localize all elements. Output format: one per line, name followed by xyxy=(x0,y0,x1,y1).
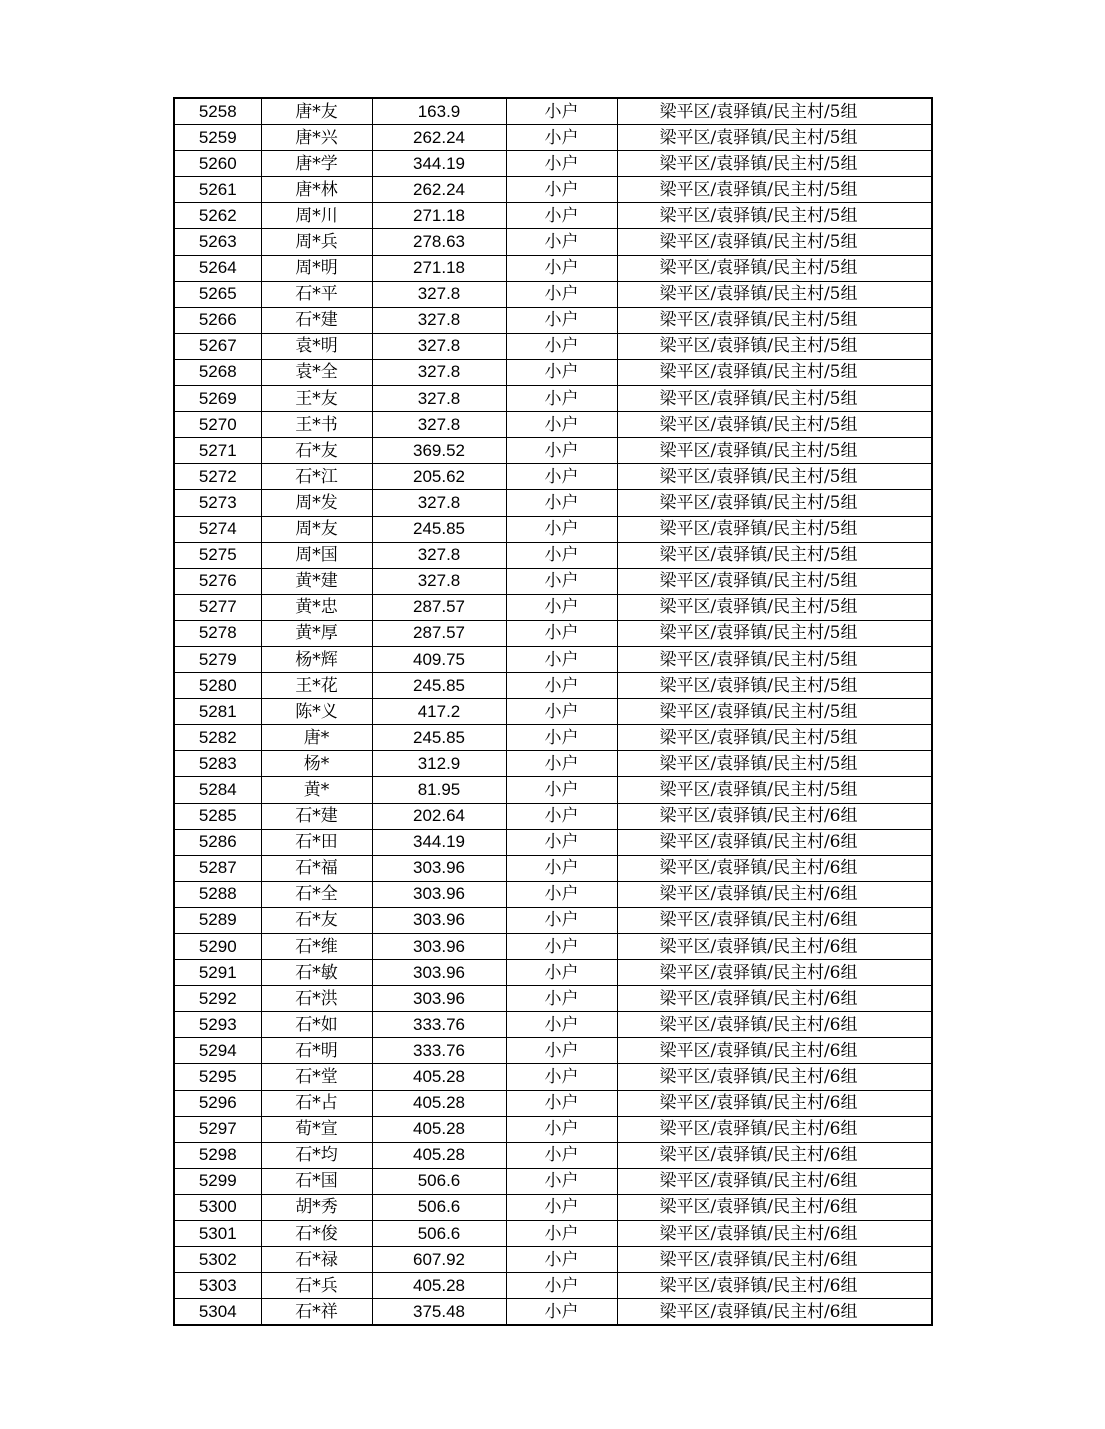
cell-value: 202.64 xyxy=(372,803,506,829)
cell-type: 小户 xyxy=(506,725,617,751)
cell-type: 小户 xyxy=(506,255,617,281)
table-row xyxy=(174,960,932,986)
cell-id: 5280 xyxy=(174,673,261,699)
cell-value: 303.96 xyxy=(372,986,506,1012)
cell-value: 344.19 xyxy=(372,829,506,855)
cell-address: 梁平区/袁驿镇/民主村/5组 xyxy=(617,594,932,620)
table-row xyxy=(174,1299,932,1326)
cell-address: 梁平区/袁驿镇/民主村/5组 xyxy=(617,412,932,438)
cell-type: 小户 xyxy=(506,568,617,594)
table-row xyxy=(174,673,932,699)
cell-address: 梁平区/袁驿镇/民主村/5组 xyxy=(617,203,932,229)
table-row xyxy=(174,177,932,203)
cell-name: 石*友 xyxy=(261,907,372,933)
cell-value: 405.28 xyxy=(372,1142,506,1168)
cell-address: 梁平区/袁驿镇/民主村/5组 xyxy=(617,333,932,359)
cell-name: 杨* xyxy=(261,751,372,777)
table-row xyxy=(174,594,932,620)
cell-id: 5264 xyxy=(174,255,261,281)
table-row xyxy=(174,516,932,542)
cell-id: 5277 xyxy=(174,594,261,620)
cell-name: 周*兵 xyxy=(261,229,372,255)
cell-name: 陈*义 xyxy=(261,699,372,725)
table-row xyxy=(174,125,932,151)
table-row xyxy=(174,646,932,672)
cell-name: 袁*明 xyxy=(261,333,372,359)
cell-name: 胡*秀 xyxy=(261,1194,372,1220)
cell-type: 小户 xyxy=(506,777,617,803)
cell-address: 梁平区/袁驿镇/民主村/5组 xyxy=(617,229,932,255)
table-row xyxy=(174,699,932,725)
table-row xyxy=(174,1090,932,1116)
table-row xyxy=(174,1142,932,1168)
cell-id: 5303 xyxy=(174,1273,261,1299)
cell-type: 小户 xyxy=(506,594,617,620)
table-row xyxy=(174,1168,932,1194)
cell-name: 王*友 xyxy=(261,386,372,412)
cell-id: 5287 xyxy=(174,855,261,881)
cell-type: 小户 xyxy=(506,751,617,777)
cell-address: 梁平区/袁驿镇/民主村/5组 xyxy=(617,177,932,203)
cell-id: 5278 xyxy=(174,620,261,646)
table-row xyxy=(174,829,932,855)
cell-name: 荀*宣 xyxy=(261,1116,372,1142)
cell-value: 607.92 xyxy=(372,1247,506,1273)
cell-address: 梁平区/袁驿镇/民主村/6组 xyxy=(617,960,932,986)
cell-value: 303.96 xyxy=(372,855,506,881)
cell-value: 405.28 xyxy=(372,1273,506,1299)
cell-address: 梁平区/袁驿镇/民主村/5组 xyxy=(617,699,932,725)
cell-type: 小户 xyxy=(506,281,617,307)
cell-value: 312.9 xyxy=(372,751,506,777)
cell-type: 小户 xyxy=(506,1299,617,1326)
cell-name: 唐* xyxy=(261,725,372,751)
cell-type: 小户 xyxy=(506,803,617,829)
cell-id: 5302 xyxy=(174,1247,261,1273)
cell-type: 小户 xyxy=(506,960,617,986)
cell-name: 唐*学 xyxy=(261,151,372,177)
cell-value: 333.76 xyxy=(372,1012,506,1038)
cell-name: 石*占 xyxy=(261,1090,372,1116)
cell-type: 小户 xyxy=(506,386,617,412)
cell-address: 梁平区/袁驿镇/民主村/5组 xyxy=(617,568,932,594)
cell-id: 5298 xyxy=(174,1142,261,1168)
cell-value: 327.8 xyxy=(372,333,506,359)
table-row xyxy=(174,1221,932,1247)
cell-id: 5283 xyxy=(174,751,261,777)
table-row xyxy=(174,777,932,803)
cell-value: 506.6 xyxy=(372,1221,506,1247)
cell-type: 小户 xyxy=(506,881,617,907)
table-body xyxy=(174,98,932,1325)
cell-id: 5289 xyxy=(174,907,261,933)
cell-name: 杨*辉 xyxy=(261,646,372,672)
table-row xyxy=(174,1247,932,1273)
table-row xyxy=(174,438,932,464)
cell-type: 小户 xyxy=(506,855,617,881)
table-row xyxy=(174,907,932,933)
cell-address: 梁平区/袁驿镇/民主村/5组 xyxy=(617,125,932,151)
cell-value: 405.28 xyxy=(372,1116,506,1142)
cell-address: 梁平区/袁驿镇/民主村/6组 xyxy=(617,1116,932,1142)
cell-type: 小户 xyxy=(506,359,617,385)
cell-address: 梁平区/袁驿镇/民主村/6组 xyxy=(617,881,932,907)
cell-address: 梁平区/袁驿镇/民主村/6组 xyxy=(617,829,932,855)
cell-value: 506.6 xyxy=(372,1168,506,1194)
cell-id: 5260 xyxy=(174,151,261,177)
cell-address: 梁平区/袁驿镇/民主村/5组 xyxy=(617,490,932,516)
cell-type: 小户 xyxy=(506,1194,617,1220)
cell-value: 245.85 xyxy=(372,725,506,751)
cell-name: 石*如 xyxy=(261,1012,372,1038)
cell-value: 369.52 xyxy=(372,438,506,464)
cell-id: 5268 xyxy=(174,359,261,385)
cell-type: 小户 xyxy=(506,1247,617,1273)
cell-name: 石*友 xyxy=(261,438,372,464)
cell-address: 梁平区/袁驿镇/民主村/6组 xyxy=(617,855,932,881)
cell-name: 周*川 xyxy=(261,203,372,229)
cell-name: 王*花 xyxy=(261,673,372,699)
table-row xyxy=(174,934,932,960)
cell-name: 周*友 xyxy=(261,516,372,542)
cell-type: 小户 xyxy=(506,177,617,203)
cell-name: 石*江 xyxy=(261,464,372,490)
table-row xyxy=(174,803,932,829)
cell-value: 163.9 xyxy=(372,98,506,125)
cell-name: 唐*友 xyxy=(261,98,372,125)
cell-address: 梁平区/袁驿镇/民主村/6组 xyxy=(617,1012,932,1038)
cell-name: 石*俊 xyxy=(261,1221,372,1247)
cell-address: 梁平区/袁驿镇/民主村/5组 xyxy=(617,386,932,412)
cell-name: 周*明 xyxy=(261,255,372,281)
cell-id: 5258 xyxy=(174,98,261,125)
cell-id: 5295 xyxy=(174,1064,261,1090)
cell-value: 375.48 xyxy=(372,1299,506,1326)
cell-name: 石*福 xyxy=(261,855,372,881)
cell-address: 梁平区/袁驿镇/民主村/6组 xyxy=(617,1273,932,1299)
cell-value: 303.96 xyxy=(372,934,506,960)
cell-value: 327.8 xyxy=(372,490,506,516)
cell-value: 245.85 xyxy=(372,516,506,542)
cell-address: 梁平区/袁驿镇/民主村/5组 xyxy=(617,281,932,307)
cell-type: 小户 xyxy=(506,986,617,1012)
cell-value: 327.8 xyxy=(372,542,506,568)
cell-address: 梁平区/袁驿镇/民主村/6组 xyxy=(617,907,932,933)
cell-id: 5267 xyxy=(174,333,261,359)
cell-type: 小户 xyxy=(506,1012,617,1038)
table-row xyxy=(174,151,932,177)
cell-type: 小户 xyxy=(506,438,617,464)
cell-name: 黄*忠 xyxy=(261,594,372,620)
table-row xyxy=(174,281,932,307)
table-row xyxy=(174,1038,932,1064)
cell-value: 271.18 xyxy=(372,255,506,281)
cell-name: 周*发 xyxy=(261,490,372,516)
cell-address: 梁平区/袁驿镇/民主村/6组 xyxy=(617,1247,932,1273)
cell-address: 梁平区/袁驿镇/民主村/5组 xyxy=(617,673,932,699)
cell-type: 小户 xyxy=(506,1090,617,1116)
cell-name: 石*维 xyxy=(261,934,372,960)
cell-id: 5292 xyxy=(174,986,261,1012)
cell-value: 262.24 xyxy=(372,125,506,151)
cell-value: 327.8 xyxy=(372,281,506,307)
cell-name: 石*洪 xyxy=(261,986,372,1012)
cell-name: 石*平 xyxy=(261,281,372,307)
cell-type: 小户 xyxy=(506,1168,617,1194)
cell-value: 327.8 xyxy=(372,386,506,412)
cell-value: 271.18 xyxy=(372,203,506,229)
table-row xyxy=(174,307,932,333)
cell-id: 5285 xyxy=(174,803,261,829)
cell-name: 黄*建 xyxy=(261,568,372,594)
cell-value: 278.63 xyxy=(372,229,506,255)
cell-value: 205.62 xyxy=(372,464,506,490)
cell-address: 梁平区/袁驿镇/民主村/6组 xyxy=(617,1168,932,1194)
cell-value: 327.8 xyxy=(372,307,506,333)
cell-name: 石*明 xyxy=(261,1038,372,1064)
cell-type: 小户 xyxy=(506,1116,617,1142)
table-row xyxy=(174,620,932,646)
cell-id: 5272 xyxy=(174,464,261,490)
cell-value: 303.96 xyxy=(372,960,506,986)
table-row xyxy=(174,751,932,777)
cell-type: 小户 xyxy=(506,646,617,672)
cell-address: 梁平区/袁驿镇/民主村/5组 xyxy=(617,359,932,385)
cell-address: 梁平区/袁驿镇/民主村/6组 xyxy=(617,1038,932,1064)
cell-value: 287.57 xyxy=(372,594,506,620)
cell-value: 287.57 xyxy=(372,620,506,646)
cell-name: 石*均 xyxy=(261,1142,372,1168)
cell-type: 小户 xyxy=(506,516,617,542)
table-row xyxy=(174,412,932,438)
table-row xyxy=(174,98,932,125)
cell-id: 5299 xyxy=(174,1168,261,1194)
cell-id: 5265 xyxy=(174,281,261,307)
cell-address: 梁平区/袁驿镇/民主村/5组 xyxy=(617,255,932,281)
cell-type: 小户 xyxy=(506,934,617,960)
table-row xyxy=(174,333,932,359)
cell-type: 小户 xyxy=(506,412,617,438)
cell-id: 5275 xyxy=(174,542,261,568)
table-row xyxy=(174,1012,932,1038)
cell-name: 石*全 xyxy=(261,881,372,907)
cell-type: 小户 xyxy=(506,620,617,646)
table-row xyxy=(174,359,932,385)
table-row xyxy=(174,255,932,281)
cell-value: 303.96 xyxy=(372,881,506,907)
cell-address: 梁平区/袁驿镇/民主村/6组 xyxy=(617,1064,932,1090)
table-row xyxy=(174,1116,932,1142)
cell-name: 石*堂 xyxy=(261,1064,372,1090)
cell-name: 石*敏 xyxy=(261,960,372,986)
cell-type: 小户 xyxy=(506,1221,617,1247)
table-row xyxy=(174,464,932,490)
cell-id: 5279 xyxy=(174,646,261,672)
cell-id: 5297 xyxy=(174,1116,261,1142)
cell-address: 梁平区/袁驿镇/民主村/5组 xyxy=(617,646,932,672)
cell-type: 小户 xyxy=(506,1038,617,1064)
cell-value: 245.85 xyxy=(372,673,506,699)
cell-id: 5274 xyxy=(174,516,261,542)
cell-id: 5304 xyxy=(174,1299,261,1326)
cell-address: 梁平区/袁驿镇/民主村/6组 xyxy=(617,1090,932,1116)
table-row xyxy=(174,229,932,255)
cell-name: 石*禄 xyxy=(261,1247,372,1273)
cell-value: 409.75 xyxy=(372,646,506,672)
table-row xyxy=(174,725,932,751)
cell-value: 417.2 xyxy=(372,699,506,725)
cell-name: 石*田 xyxy=(261,829,372,855)
cell-name: 石*建 xyxy=(261,307,372,333)
cell-name: 石*祥 xyxy=(261,1299,372,1326)
table-row xyxy=(174,1194,932,1220)
cell-name: 唐*兴 xyxy=(261,125,372,151)
cell-id: 5301 xyxy=(174,1221,261,1247)
cell-name: 黄* xyxy=(261,777,372,803)
cell-id: 5290 xyxy=(174,934,261,960)
cell-address: 梁平区/袁驿镇/民主村/5组 xyxy=(617,620,932,646)
table-row xyxy=(174,568,932,594)
cell-value: 405.28 xyxy=(372,1064,506,1090)
cell-id: 5291 xyxy=(174,960,261,986)
table-row xyxy=(174,542,932,568)
cell-value: 327.8 xyxy=(372,359,506,385)
cell-type: 小户 xyxy=(506,464,617,490)
table-row xyxy=(174,881,932,907)
cell-id: 5273 xyxy=(174,490,261,516)
cell-name: 石*兵 xyxy=(261,1273,372,1299)
cell-type: 小户 xyxy=(506,1064,617,1090)
cell-id: 5288 xyxy=(174,881,261,907)
cell-name: 周*国 xyxy=(261,542,372,568)
cell-id: 5286 xyxy=(174,829,261,855)
cell-id: 5271 xyxy=(174,438,261,464)
cell-type: 小户 xyxy=(506,307,617,333)
cell-type: 小户 xyxy=(506,229,617,255)
table-row xyxy=(174,855,932,881)
cell-id: 5276 xyxy=(174,568,261,594)
cell-address: 梁平区/袁驿镇/民主村/6组 xyxy=(617,1299,932,1326)
table-row xyxy=(174,1273,932,1299)
cell-id: 5284 xyxy=(174,777,261,803)
cell-value: 327.8 xyxy=(372,412,506,438)
cell-value: 405.28 xyxy=(372,1090,506,1116)
cell-address: 梁平区/袁驿镇/民主村/5组 xyxy=(617,307,932,333)
cell-type: 小户 xyxy=(506,542,617,568)
cell-type: 小户 xyxy=(506,907,617,933)
cell-type: 小户 xyxy=(506,829,617,855)
cell-type: 小户 xyxy=(506,1273,617,1299)
cell-id: 5262 xyxy=(174,203,261,229)
cell-address: 梁平区/袁驿镇/民主村/6组 xyxy=(617,1142,932,1168)
data-table xyxy=(173,97,933,1326)
table-row xyxy=(174,986,932,1012)
cell-name: 王*书 xyxy=(261,412,372,438)
cell-address: 梁平区/袁驿镇/民主村/6组 xyxy=(617,1194,932,1220)
cell-name: 袁*全 xyxy=(261,359,372,385)
cell-value: 344.19 xyxy=(372,151,506,177)
cell-address: 梁平区/袁驿镇/民主村/5组 xyxy=(617,98,932,125)
cell-id: 5259 xyxy=(174,125,261,151)
cell-id: 5294 xyxy=(174,1038,261,1064)
cell-name: 石*国 xyxy=(261,1168,372,1194)
cell-address: 梁平区/袁驿镇/民主村/6组 xyxy=(617,803,932,829)
cell-id: 5269 xyxy=(174,386,261,412)
cell-id: 5266 xyxy=(174,307,261,333)
table-row xyxy=(174,490,932,516)
cell-id: 5270 xyxy=(174,412,261,438)
cell-name: 唐*林 xyxy=(261,177,372,203)
cell-address: 梁平区/袁驿镇/民主村/5组 xyxy=(617,438,932,464)
cell-value: 81.95 xyxy=(372,777,506,803)
cell-address: 梁平区/袁驿镇/民主村/5组 xyxy=(617,777,932,803)
cell-id: 5261 xyxy=(174,177,261,203)
cell-type: 小户 xyxy=(506,333,617,359)
cell-address: 梁平区/袁驿镇/民主村/5组 xyxy=(617,725,932,751)
cell-id: 5282 xyxy=(174,725,261,751)
cell-id: 5300 xyxy=(174,1194,261,1220)
cell-address: 梁平区/袁驿镇/民主村/5组 xyxy=(617,751,932,777)
cell-address: 梁平区/袁驿镇/民主村/5组 xyxy=(617,464,932,490)
cell-id: 5296 xyxy=(174,1090,261,1116)
cell-value: 333.76 xyxy=(372,1038,506,1064)
cell-address: 梁平区/袁驿镇/民主村/5组 xyxy=(617,151,932,177)
table-row xyxy=(174,386,932,412)
cell-type: 小户 xyxy=(506,203,617,229)
cell-address: 梁平区/袁驿镇/民主村/6组 xyxy=(617,1221,932,1247)
cell-id: 5263 xyxy=(174,229,261,255)
cell-address: 梁平区/袁驿镇/民主村/5组 xyxy=(617,542,932,568)
cell-value: 303.96 xyxy=(372,907,506,933)
cell-type: 小户 xyxy=(506,98,617,125)
cell-value: 262.24 xyxy=(372,177,506,203)
table-row xyxy=(174,203,932,229)
cell-name: 黄*厚 xyxy=(261,620,372,646)
cell-value: 506.6 xyxy=(372,1194,506,1220)
cell-type: 小户 xyxy=(506,673,617,699)
cell-value: 327.8 xyxy=(372,568,506,594)
cell-address: 梁平区/袁驿镇/民主村/6组 xyxy=(617,934,932,960)
cell-address: 梁平区/袁驿镇/民主村/5组 xyxy=(617,516,932,542)
table-row xyxy=(174,1064,932,1090)
cell-type: 小户 xyxy=(506,151,617,177)
cell-type: 小户 xyxy=(506,125,617,151)
cell-type: 小户 xyxy=(506,1142,617,1168)
cell-name: 石*建 xyxy=(261,803,372,829)
cell-id: 5281 xyxy=(174,699,261,725)
cell-id: 5293 xyxy=(174,1012,261,1038)
cell-type: 小户 xyxy=(506,699,617,725)
cell-type: 小户 xyxy=(506,490,617,516)
cell-address: 梁平区/袁驿镇/民主村/6组 xyxy=(617,986,932,1012)
